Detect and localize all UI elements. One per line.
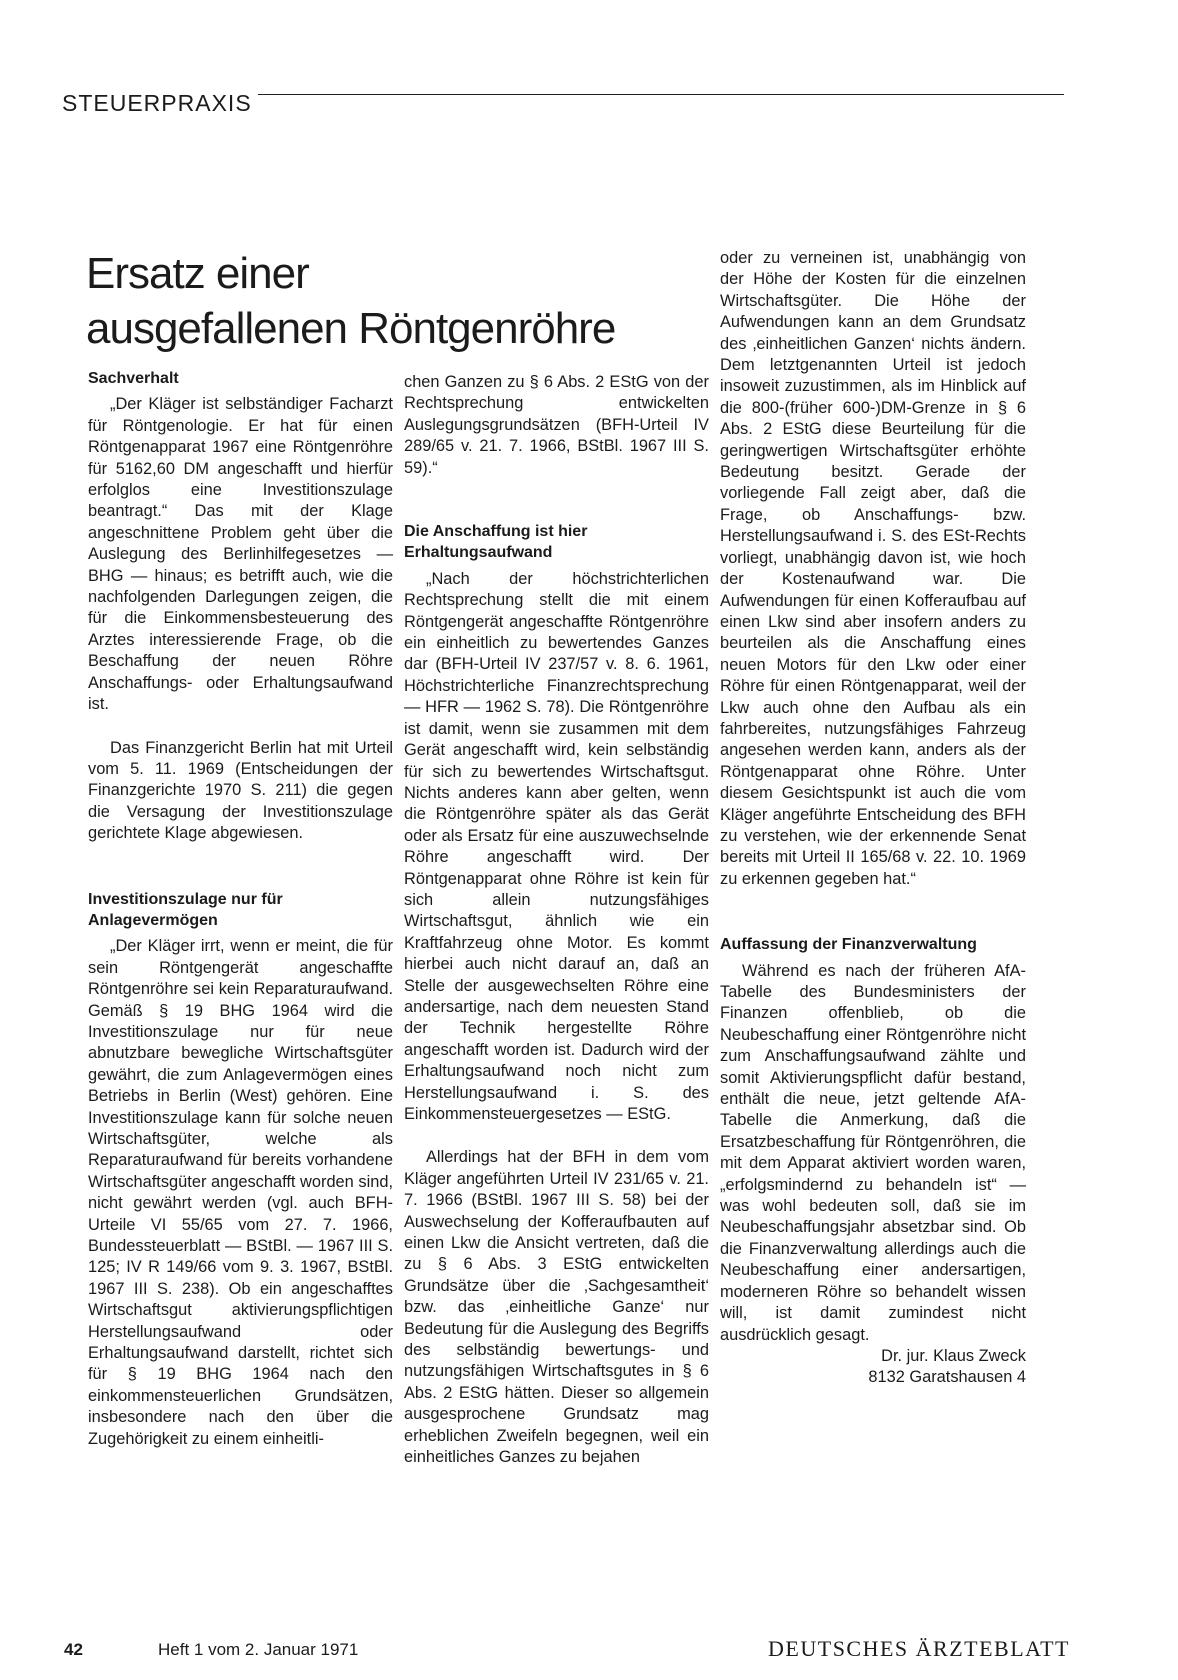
subheading-sachverhalt: Sachverhalt — [88, 370, 179, 387]
subheading-auffassung: Auffassung der Finanzverwaltung — [720, 936, 977, 954]
author-name: Dr. jur. Klaus Zweck — [881, 1346, 1026, 1365]
header-rule — [258, 94, 1064, 95]
page-footer — [64, 1636, 1070, 1666]
paragraph: chen Ganzen zu § 6 Abs. 2 EStG von der Rechtsprechung entwickelten Auslegungsgrundsätzen (BFH-Urteil IV 289/65 v. 21. 7. 1966, BStBl. 1967 III S. 59).“ — [404, 373, 709, 477]
page-number: 42 — [64, 1640, 83, 1659]
title-line-1: Ersatz einer — [86, 249, 309, 298]
column-2 — [404, 372, 709, 1469]
paragraph: oder zu verneinen ist, unabhängig von der Höhe der Kosten für die einzelnen Wirtschaftsgüter. Die Höhe der Aufwendungen kann an dem Grundsatz des ‚einheitlichen Ganzen‘ nichts ändern. Dem letztgenannten Urteil ist jedoch insoweit zuzustimmen, als im Hinblick auf die 800-(früher 600-)DM-Grenze in § 6 Abs. 2 EStG diese Beurteilung für die geringwertigen Wirtschaftsgüter erhöhte Bedeutung besitzt. Gerade der vorliegende Fall zeigt aber, daß die Frage, ob Anschaffungs- bzw. Herstellungsaufwand i. S. des ESt-Rechts vorliegt, unabhängig davon ist, wie hoch der Kostenaufwand war. Die Aufwendungen für einen Kofferaufbau auf einen Lkw sind aber insofern anders zu beurteilen als die Anschaffung eines neuen Motors für den Lkw oder einer Röhre für einen Röntgenapparat, weil der Lkw auch ohne den Aufbau als ein fahrbereites, nutzungsfähiges Fahrzeug angesehen werden kann, anders als der Röntgenapparat ohne Röhre. Unter diesem Gesichtspunkt ist auch die vom Kläger angeführte Entscheidung des BFH zu verstehen, wie der erkennende Senat bereits mit Urteil II 165/68 v. 22. 10. 1969 zu erkennen gegeben hat.“ — [720, 249, 1026, 888]
article-title — [86, 246, 726, 356]
author-location: 8132 Garatshausen 4 — [868, 1368, 1026, 1387]
subheading-anschaffung: Die Anschaffung ist hier Erhaltungsaufwand — [404, 523, 588, 562]
paragraph: Während es nach der früheren AfA-Tabelle des Bundesministers der Finanzen offenblieb, ob die Neubeschaffung einer Röntgenröhre nicht zum Anschaffungsaufwand zählte und somit Aktivierungspflicht dafür bestand, enthält die neue, jetzt geltende AfA-Tabelle die Anmerkung, daß die Ersatzbeschaffung für Röntgenröhren, die mit dem Apparat aktiviert worden waren, „erfolgsmindernd zu behandeln ist“ — was wohl bedeuten soll, daß sie im Neubeschaffungsjahr absetzbar sind. Ob die Finanzverwaltung allerdings auch die Neubeschaffung einer andersartigen, moderneren Röhre so behandelt wissen will, ist damit zumindest nicht ausdrücklich gesagt. — [720, 961, 1026, 1344]
journal-masthead: DEUTSCHES ÄRZTEBLATT — [768, 1636, 1070, 1661]
paragraph: Das Finanzgericht Berlin hat mit Urteil vom 5. 11. 1969 (Entscheidungen der Finanzgerichte 1970 S. 211) die gegen die Versagung der Investitionszulage gerichtete Klage abgewiesen. — [88, 738, 393, 843]
running-header — [62, 88, 1064, 118]
issue-info: Heft 1 vom 2. Januar 1971 — [158, 1640, 359, 1659]
column-3 — [720, 248, 1026, 1389]
paragraph: Allerdings hat der BFH in dem vom Kläger angeführten Urteil IV 231/65 v. 21. 7. 1966 (BStBl. 1967 III S. 58) bei der Auswechselung der Kofferaufbauten auf einen Lkw die Ansicht vertreten, daß die zu § 6 Abs. 3 EStG entwickelten Grundsätze über die ‚Sachgesamtheit‘ bzw. das ‚einheitliche Ganze‘ nur Bedeutung für die Auslegung des Begriffs des selbständig bewertungs- und nutzungsfähigen Wirtschaftsgutes in § 6 Abs. 2 EStG hätten. Dieser so allgemein ausgesprochene Grundsatz mag erheblichen Zweifeln begegnen, weil ein einheitliches Ganzes zu bejahen — [404, 1148, 709, 1467]
paragraph: „Nach der höchstrichterlichen Rechtsprechung stellt die mit einem Röntgengerät angeschaffte Röntgenröhre ein einheitlich zu bewertendes Ganzes dar (BFH-Urteil IV 237/57 v. 8. 6. 1961, Höchstrichterliche Finanzrechtsprechung — HFR — 1962 S. 78). Die Röntgenröhre ist damit, wenn sie zusammen mit dem Gerät angeschafft wird, kein selbständig für sich zu bewertendes Wirtschaftsgut. Nichts anderes kann aber gelten, wenn die Röntgenröhre später als das Gerät oder als Ersatz für eine auszuwechselnde Röhre angeschafft wird. Der Röntgenapparat ohne Röhre ist kein für sich allein nutzungsfähiges Wirtschaftsgut, ähnlich wie ein Kraftfahrzeug ohne Motor. Es kommt hierbei auch nicht darauf an, daß an Stelle der ausgewechselten Röhre eine andersartige, nach dem neuesten Stand der Technik hergestellte Röhre angeschafft worden ist. Dadurch wird der Erhaltungsaufwand noch nicht zum Herstellungsaufwand i. S. des Einkommensteuergesetzes — EStG. — [404, 569, 709, 1123]
title-line-2: ausgefallenen Röntgenröhre — [86, 304, 616, 353]
subheading-investitionszulage: Investitionszulage nur für Anlagevermögen — [88, 890, 283, 929]
paragraph: „Der Kläger ist selbständiger Facharzt für Röntgenologie. Er hat für einen Röntgenapparat 1967 eine Röntgenröhre für 5162,60 DM angeschafft und hierfür erfolglos eine Investitionszulage beantragt.“ Das mit der Klage angeschnittene Problem geht über die Auslegung des Berlinhilfegesetzes — BHG — hinaus; es betrifft auch, wie die nachfolgenden Darlegungen zeigen, die für die Einkommensbesteuerung des Arztes interessierende Frage, ob die Beschaffung der neuen Röhre Anschaffungs- oder Erhaltungsaufwand ist. — [88, 395, 393, 714]
section-label: STEUERPRAXIS — [62, 90, 252, 116]
column-1 — [88, 368, 393, 1450]
paragraph: „Der Kläger irrt, wenn er meint, die für sein Röntgengerät angeschaffte Röntgenröhre sei kein Reparaturaufwand. Gemäß § 19 BHG 1964 wird die Investitionszulage nur für neue abnutzbare bewegliche Wirtschaftsgüter gewährt, die zum Anlagevermögen eines Betriebs in Berlin (West) gehören. Eine Investitionszulage kann für solche neuen Wirtschaftsgüter, welche als Reparaturaufwand für bereits vorhandene Wirtschaftsgüter angeschafft worden sind, nicht gewährt werden (vgl. auch BFH-Urteile VI 55/65 vom 27. 7. 1966, Bundessteuerblatt — BStBl. — 1967 III S. 125; IV R 149/66 vom 9. 3. 1967, BStBl. 1967 III S. 238). Ob ein angeschafftes Wirtschaftsgut aktivierungspflichtigen Herstellungsaufwand oder Erhaltungsaufwand darstellt, richtet sich für § 19 BHG 1964 nach den einkommensteuerlichen Grundsätzen, insbesondere nach den über die Zugehörigkeit zu einem einheitli- — [88, 937, 393, 1448]
